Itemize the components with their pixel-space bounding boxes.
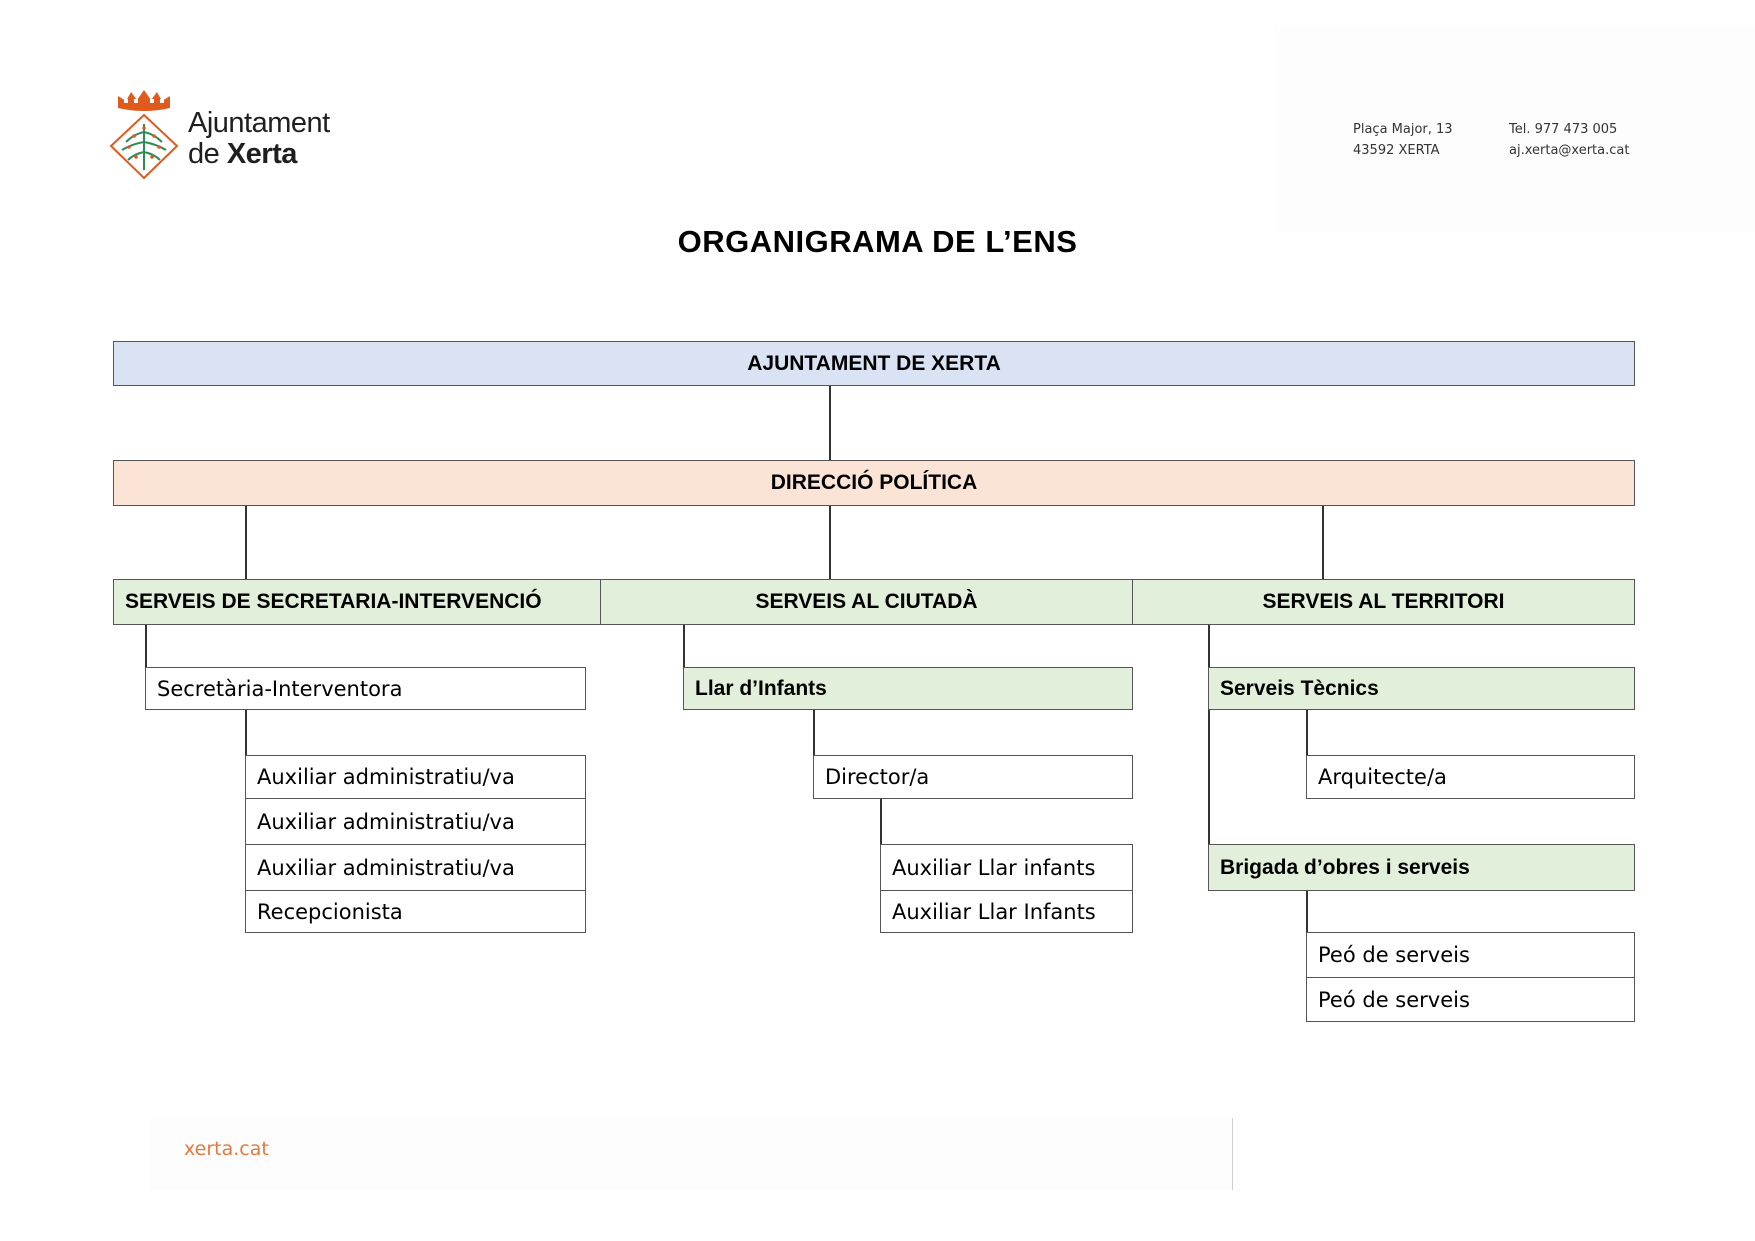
unit-box bbox=[1208, 667, 1635, 710]
unit-label: Brigada d’obres i serveis bbox=[1220, 855, 1470, 879]
department-box bbox=[600, 579, 1133, 625]
position-box bbox=[880, 890, 1133, 933]
connector-dept2-unit bbox=[683, 625, 685, 667]
connector-direction-dept2 bbox=[829, 506, 831, 579]
page-title: ORGANIGRAMA DE L’ENS bbox=[677, 224, 1078, 259]
unit-label: Llar d’Infants bbox=[695, 676, 827, 700]
unit-label: Serveis Tècnics bbox=[1220, 676, 1379, 700]
direction-box bbox=[113, 460, 1635, 506]
position-box bbox=[1306, 977, 1635, 1022]
logo-line-2-bold: Xerta bbox=[226, 138, 297, 170]
logo-wordmark bbox=[188, 108, 330, 170]
address-block bbox=[1353, 119, 1453, 161]
footer-divider bbox=[1232, 1118, 1233, 1190]
connector-direction-dept3 bbox=[1322, 506, 1324, 579]
unit-box bbox=[683, 667, 1133, 710]
address-line-2: 43592 XERTA bbox=[1353, 143, 1440, 158]
position-box bbox=[1306, 932, 1635, 978]
direction-label: DIRECCIÓ POLÍTICA bbox=[770, 471, 978, 494]
org-root-label: AJUNTAMENT DE XERTA bbox=[747, 351, 1001, 375]
position-box bbox=[145, 667, 586, 710]
connector-dept1-head bbox=[145, 625, 147, 667]
contact-block bbox=[1509, 119, 1629, 161]
position-label: Peó de serveis bbox=[1318, 943, 1470, 967]
connector-brigada-staff bbox=[1306, 890, 1308, 932]
position-label: Auxiliar administratiu/va bbox=[257, 855, 515, 880]
position-label: Auxiliar administratiu/va bbox=[257, 809, 515, 834]
phone-number: Tel. 977 473 005 bbox=[1509, 122, 1618, 137]
position-label: Auxiliar administratiu/va bbox=[257, 765, 515, 789]
connector-tecnics-staff bbox=[1306, 709, 1308, 755]
department-box bbox=[113, 579, 601, 625]
connector-director-staff bbox=[880, 798, 882, 844]
position-label: Arquitecte/a bbox=[1318, 765, 1447, 789]
connector-unit-director bbox=[813, 709, 815, 755]
department-label: SERVEIS DE SECRETARIA-INTERVENCIÓ bbox=[125, 590, 542, 613]
connector-head-staff bbox=[245, 709, 247, 755]
position-label: Director/a bbox=[825, 765, 930, 789]
position-label: Secretària-Interventora bbox=[157, 676, 403, 701]
logo-line-2 bbox=[188, 139, 330, 170]
department-label: SERVEIS AL CIUTADÀ bbox=[755, 590, 978, 613]
position-label: Auxiliar Llar Infants bbox=[892, 899, 1096, 924]
position-label: Peó de serveis bbox=[1318, 987, 1470, 1012]
department-box bbox=[1132, 579, 1635, 625]
logo-line-1: Ajuntament bbox=[188, 107, 330, 139]
position-box bbox=[1306, 755, 1635, 799]
connector-dept3-units bbox=[1208, 625, 1210, 844]
connector-root-direction bbox=[829, 386, 831, 460]
footer-panel bbox=[150, 1118, 1232, 1190]
email-address[interactable]: aj.xerta@xerta.cat bbox=[1509, 143, 1630, 158]
position-box bbox=[880, 844, 1133, 891]
org-root-box bbox=[113, 341, 1635, 386]
position-label: Auxiliar Llar infants bbox=[892, 855, 1096, 880]
position-box bbox=[245, 798, 586, 845]
coat-of-arms-icon bbox=[104, 84, 184, 184]
position-box bbox=[813, 755, 1133, 799]
position-box bbox=[245, 755, 586, 799]
position-label: Recepcionista bbox=[257, 899, 403, 924]
position-box bbox=[245, 844, 586, 891]
connector-direction-dept1 bbox=[245, 506, 247, 579]
department-label: SERVEIS AL TERRITORI bbox=[1262, 590, 1505, 613]
logo-line-2-regular: de bbox=[188, 138, 227, 170]
unit-box bbox=[1208, 844, 1635, 891]
position-box bbox=[245, 890, 586, 933]
website-link[interactable]: xerta.cat bbox=[184, 1138, 269, 1160]
address-line-1: Plaça Major, 13 bbox=[1353, 122, 1453, 137]
